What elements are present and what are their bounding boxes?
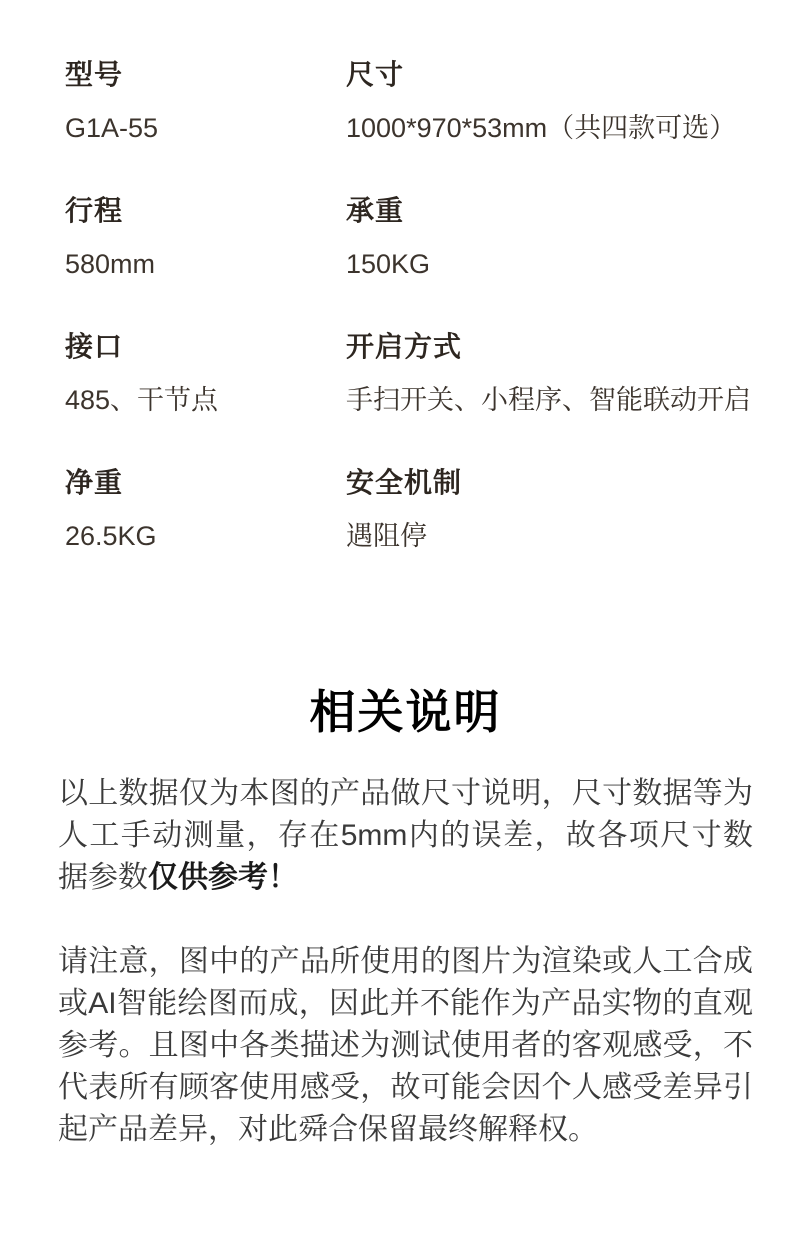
spec-item-size	[346, 60, 760, 143]
spec-value: 150KG	[346, 249, 431, 279]
spec-label: 净重	[65, 467, 124, 498]
notes-paragraph-1-bold: 仅供参考！	[148, 861, 298, 894]
spec-item-interface	[65, 332, 346, 415]
spec-value: 手扫开关、小程序、智能联动开启	[346, 385, 751, 415]
notes-paragraph-1	[58, 773, 753, 899]
spec-item-safety-mechanism	[346, 468, 760, 551]
spec-label: 接口	[65, 331, 124, 362]
spec-label: 开启方式	[346, 331, 463, 362]
notes-title: 相关说明	[309, 686, 502, 738]
spec-table	[65, 60, 760, 551]
spec-item-open-method	[346, 332, 760, 415]
spec-value: 580mm	[65, 249, 156, 279]
spec-item-model	[65, 60, 346, 143]
spec-label: 型号	[65, 59, 124, 90]
spec-value: 1000*970*53mm（共四款可选）	[346, 113, 737, 143]
spec-section	[0, 0, 800, 551]
notes-paragraph-2: 请注意，图中的产品所使用的图片为渲染或人工合成或AI智能绘图而成，因此并不能作为产品实物的直观参考。且图中各类描述为测试使用者的客观感受，不代表所有顾客使用感受，故可能会因个人感受差异引起产品差异，对此舜合保留最终解释权。	[58, 945, 753, 1146]
spec-label: 尺寸	[346, 59, 405, 90]
notes-section	[0, 687, 800, 1151]
spec-value: 遇阻停	[346, 521, 427, 551]
spec-value: G1A-55	[65, 113, 159, 143]
notes-paragraph-1-text: 以上数据仅为本图的产品做尺寸说明，尺寸数据等为人工手动测量，存在5mm内的误差，故各项尺寸数据参数	[58, 777, 753, 894]
spec-value: 485、干节点	[65, 385, 219, 415]
spec-label: 承重	[346, 195, 405, 226]
spec-label: 行程	[65, 195, 124, 226]
spec-item-net-weight	[65, 468, 346, 551]
spec-value: 26.5KG	[65, 521, 157, 551]
spec-item-stroke	[65, 196, 346, 279]
spec-label: 安全机制	[346, 467, 463, 498]
spec-item-load-capacity	[346, 196, 760, 279]
